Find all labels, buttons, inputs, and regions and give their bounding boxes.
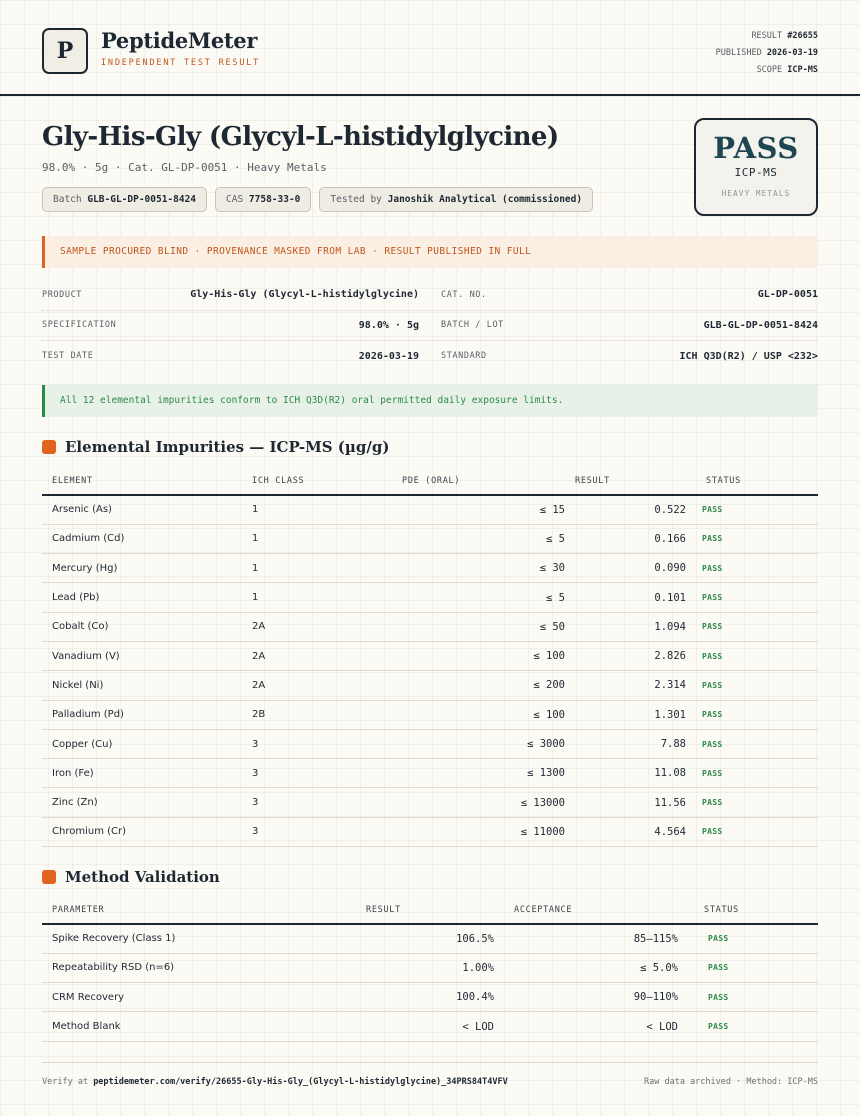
status-badge: PASS <box>696 729 818 758</box>
acceptance-cell: 85–115% <box>504 924 688 953</box>
chip-value: GLB-GL-DP-0051-8424 <box>87 194 197 205</box>
result-cell: 11.08 <box>575 759 696 788</box>
result-cell: < LOD <box>356 1012 504 1041</box>
col-header-result: RESULT <box>575 467 696 495</box>
status-badge: PASS <box>688 953 818 982</box>
impurities-section-heading <box>42 438 389 456</box>
verify-prefix: Verify at <box>42 1077 89 1087</box>
batch-chip <box>42 187 207 212</box>
result-cell: 11.56 <box>575 788 696 817</box>
detail-value: Gly-His-Gly (Glycyl-L-histidylglycine) <box>190 289 419 301</box>
status-badge: PASS <box>688 924 818 953</box>
pde-cell: ≤ 11000 <box>402 817 575 846</box>
table-row <box>42 729 818 758</box>
result-cell: 106.5% <box>356 924 504 953</box>
col-header-ich-class: ICH CLASS <box>242 467 402 495</box>
table-header-row <box>42 467 818 495</box>
status-badge: PASS <box>696 700 818 729</box>
pde-cell: ≤ 100 <box>402 700 575 729</box>
element-cell: Palladium (Pd) <box>42 700 242 729</box>
ich-class-cell: 2A <box>242 612 402 641</box>
chip-value: Janoshik Analytical (commissioned) <box>387 194 583 205</box>
table-row <box>42 1012 818 1041</box>
chip-value: 7758-33-0 <box>248 194 301 205</box>
meta-result-value: #26655 <box>787 31 818 41</box>
validation-table <box>42 896 818 1042</box>
pde-cell: ≤ 200 <box>402 671 575 700</box>
element-cell: Cobalt (Co) <box>42 612 242 641</box>
parameter-cell: CRM Recovery <box>42 983 356 1012</box>
pde-cell: ≤ 13000 <box>402 788 575 817</box>
cas-chip <box>215 187 311 212</box>
table-row <box>42 495 818 524</box>
status-badge: PASS <box>688 983 818 1012</box>
col-header-element: ELEMENT <box>42 467 242 495</box>
ich-class-cell: 1 <box>242 583 402 612</box>
element-cell: Mercury (Hg) <box>42 554 242 583</box>
ich-class-cell: 1 <box>242 495 402 524</box>
pde-cell: ≤ 100 <box>402 641 575 670</box>
parameter-cell: Spike Recovery (Class 1) <box>42 924 356 953</box>
result-cell: 0.090 <box>575 554 696 583</box>
brand-block <box>101 28 260 68</box>
meta-published <box>716 45 818 62</box>
pde-cell: ≤ 30 <box>402 554 575 583</box>
table-row <box>42 583 818 612</box>
status-badge: PASS <box>696 554 818 583</box>
table-row <box>42 759 818 788</box>
table-row <box>42 524 818 553</box>
element-cell: Cadmium (Cd) <box>42 524 242 553</box>
pde-cell: ≤ 3000 <box>402 729 575 758</box>
section-marker-icon <box>42 440 56 454</box>
ich-class-cell: 2A <box>242 671 402 700</box>
status-badge: PASS <box>696 817 818 846</box>
acceptance-cell: 90–110% <box>504 983 688 1012</box>
ich-class-cell: 3 <box>242 759 402 788</box>
status-badge: PASS <box>696 759 818 788</box>
detail-value: 98.0% · 5g <box>358 319 419 331</box>
col-header-status: STATUS <box>696 467 818 495</box>
result-cell: 7.88 <box>575 729 696 758</box>
parameter-cell: Repeatability RSD (n=6) <box>42 953 356 982</box>
col-header-result: RESULT <box>356 896 504 924</box>
ich-class-cell: 2A <box>242 641 402 670</box>
status-badge: PASS <box>696 671 818 700</box>
product-title: Gly-His-Gly (Glycyl-L-histidylglycine) <box>42 122 559 152</box>
result-cell: 100.4% <box>356 983 504 1012</box>
status-badge: PASS <box>696 641 818 670</box>
details-grid <box>42 280 818 372</box>
meta-published-value: 2026-03-19 <box>766 48 818 58</box>
pass-stamp <box>694 118 818 216</box>
product-chips <box>42 187 593 212</box>
element-cell: Iron (Fe) <box>42 759 242 788</box>
pde-cell: ≤ 5 <box>402 524 575 553</box>
ich-class-cell: 2B <box>242 700 402 729</box>
ich-class-cell: 1 <box>242 524 402 553</box>
meta-result <box>716 28 818 45</box>
table-row <box>42 554 818 583</box>
report-header <box>0 0 860 96</box>
detail-label: TEST DATE <box>42 351 94 362</box>
status-badge: PASS <box>696 612 818 641</box>
status-badge: PASS <box>696 524 818 553</box>
details-row <box>42 311 818 342</box>
table-row <box>42 700 818 729</box>
detail-label: BATCH / LOT <box>441 320 504 331</box>
status-badge: PASS <box>696 583 818 612</box>
ich-class-cell: 3 <box>242 729 402 758</box>
report-footer <box>42 1062 818 1087</box>
element-cell: Nickel (Ni) <box>42 671 242 700</box>
table-row <box>42 817 818 846</box>
meta-result-label: RESULT <box>751 31 783 41</box>
detail-value: ICH Q3D(R2) / USP <232> <box>679 350 818 362</box>
pde-cell: ≤ 1300 <box>402 759 575 788</box>
element-cell: Chromium (Cr) <box>42 817 242 846</box>
status-badge: PASS <box>696 495 818 524</box>
footer-method-note: Raw data archived · Method: ICP-MS <box>644 1077 818 1087</box>
result-cell: 1.094 <box>575 612 696 641</box>
parameter-cell: Method Blank <box>42 1012 356 1041</box>
ich-class-cell: 3 <box>242 788 402 817</box>
detail-label: STANDARD <box>441 351 487 362</box>
detail-label: SPECIFICATION <box>42 320 117 331</box>
meta-scope-value: ICP-MS <box>787 65 818 75</box>
result-cell: 0.101 <box>575 583 696 612</box>
col-header-pde: PDE (ORAL) <box>402 467 575 495</box>
chip-label: Batch <box>53 194 82 205</box>
pde-cell: ≤ 15 <box>402 495 575 524</box>
verify-line <box>42 1077 508 1087</box>
element-cell: Copper (Cu) <box>42 729 242 758</box>
product-subtitle: 98.0% · 5g · Cat. GL-DP-0051 · Heavy Metals <box>42 161 327 174</box>
chip-label: Tested by <box>330 194 382 205</box>
pde-cell: ≤ 5 <box>402 583 575 612</box>
element-cell: Vanadium (V) <box>42 641 242 670</box>
table-row <box>42 612 818 641</box>
result-cell: 0.522 <box>575 495 696 524</box>
section-marker-icon <box>42 870 56 884</box>
validation-title: Method Validation <box>65 868 220 886</box>
brand-name: PeptideMeter <box>101 28 258 53</box>
tested-by-chip <box>319 187 593 212</box>
impurities-title: Elemental Impurities — ICP-MS (µg/g) <box>65 438 390 456</box>
details-row <box>42 280 818 311</box>
table-row <box>42 671 818 700</box>
stamp-verdict: PASS <box>713 131 799 165</box>
table-row <box>42 924 818 953</box>
col-header-parameter: PARAMETER <box>42 896 356 924</box>
acceptance-cell: ≤ 5.0% <box>504 953 688 982</box>
chip-label: CAS <box>226 194 244 205</box>
element-cell: Arsenic (As) <box>42 495 242 524</box>
acceptance-cell: < LOD <box>504 1012 688 1041</box>
table-row <box>42 641 818 670</box>
result-cell: 4.564 <box>575 817 696 846</box>
ich-class-cell: 1 <box>242 554 402 583</box>
pde-cell: ≤ 50 <box>402 612 575 641</box>
conformance-banner: All 12 elemental impurities conform to ICH Q3D(R2) oral permitted daily exposure limits. <box>42 385 818 417</box>
table-row <box>42 953 818 982</box>
brand-logo <box>42 28 88 74</box>
meta-scope <box>716 62 818 79</box>
meta-published-label: PUBLISHED <box>715 48 762 58</box>
result-cell: 2.826 <box>575 641 696 670</box>
detail-value: GLB-GL-DP-0051-8424 <box>703 319 818 331</box>
result-cell: 1.00% <box>356 953 504 982</box>
meta-scope-label: SCOPE <box>756 65 783 75</box>
verify-link[interactable]: peptidemeter.com/verify/26655-Gly-His-Gly_(Glycyl-L-histidylglycine)_34PRS84T4VFV <box>93 1077 508 1087</box>
stamp-method: ICP-MS <box>734 166 778 179</box>
result-cell: 0.166 <box>575 524 696 553</box>
ich-class-cell: 3 <box>242 817 402 846</box>
result-cell: 2.314 <box>575 671 696 700</box>
detail-value: GL-DP-0051 <box>757 289 818 301</box>
stamp-scope: HEAVY METALS <box>721 189 791 198</box>
result-cell: 1.301 <box>575 700 696 729</box>
details-row <box>42 341 818 372</box>
element-cell: Zinc (Zn) <box>42 788 242 817</box>
element-cell: Lead (Pb) <box>42 583 242 612</box>
impurities-table <box>42 467 818 847</box>
result-meta <box>716 28 818 79</box>
table-row <box>42 788 818 817</box>
brand-tagline: INDEPENDENT TEST RESULT <box>101 58 261 68</box>
blind-procurement-notice: SAMPLE PROCURED BLIND · PROVENANCE MASKED FROM LAB · RESULT PUBLISHED IN FULL <box>42 236 818 268</box>
col-header-acceptance: ACCEPTANCE <box>504 896 688 924</box>
logo-letter: P <box>56 38 74 64</box>
status-badge: PASS <box>688 1012 818 1041</box>
table-header-row <box>42 896 818 924</box>
detail-label: CAT. NO. <box>441 289 487 300</box>
validation-section-heading <box>42 868 220 886</box>
status-badge: PASS <box>696 788 818 817</box>
col-header-status: STATUS <box>688 896 818 924</box>
detail-value: 2026-03-19 <box>358 350 419 362</box>
table-row <box>42 983 818 1012</box>
detail-label: PRODUCT <box>42 289 83 300</box>
